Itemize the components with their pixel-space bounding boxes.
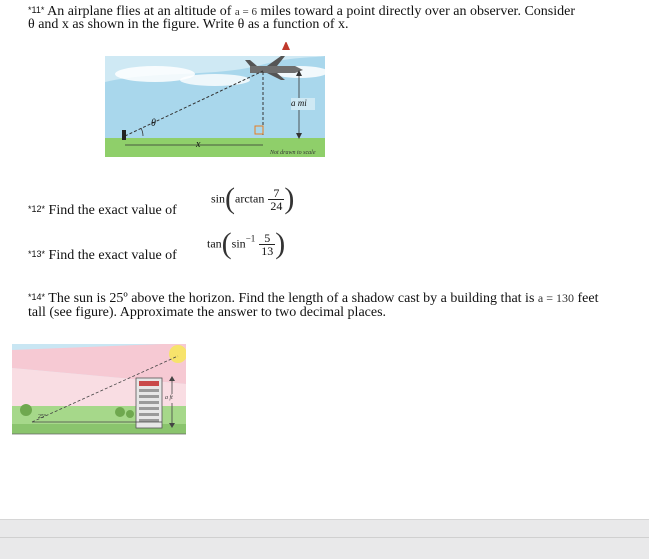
q13-text: Find the exact value of	[48, 248, 177, 263]
q14-number: 14	[31, 292, 42, 302]
height-label: a ft	[165, 395, 173, 401]
q12-inner-function: arctan	[235, 191, 265, 206]
q11-text-a: An airplane flies at an altitude of	[47, 4, 232, 19]
q12-outer-function: sin	[211, 191, 226, 206]
tree-icon	[20, 404, 32, 416]
q11-star: *	[28, 5, 32, 15]
q12-denominator: 24	[270, 198, 283, 213]
q13-line: *13* Find the exact value of	[28, 248, 177, 263]
q13-exponent: −1	[245, 233, 256, 244]
q13-number: 13	[31, 249, 42, 259]
footer-bar	[0, 519, 649, 559]
q12-fraction	[268, 187, 284, 212]
observer-icon	[122, 130, 126, 140]
q12-text: Find the exact value of	[48, 203, 177, 218]
q13-outer-function: tan	[207, 236, 222, 251]
q13-inner-function: sin	[231, 236, 246, 251]
theta-label: θ	[151, 118, 156, 129]
q11-number: 11	[31, 5, 41, 15]
q12-number: 12	[31, 204, 42, 214]
q14-line1: *14* The sun is 25º above the horizon. Find the length of a shadow cast by a building that is a = 130 feet	[28, 291, 599, 306]
q12-expression: sin(arctan $\frac{7}{24}$ )	[211, 182, 295, 215]
q14-line2: tall (see figure). Approximate the answer to two decimal places.	[28, 305, 387, 320]
q13-denominator: 13	[261, 243, 274, 258]
x-label: x	[196, 139, 201, 150]
q11-text-b: miles toward a point directly over an observer. Consider	[260, 4, 575, 19]
q11-line2: θ and x as shown in the figure. Write θ as a function of x.	[28, 17, 349, 32]
scale-note: Not drawn to scale	[270, 150, 316, 156]
building-icon	[136, 378, 162, 428]
q11-inline-equation: a = 6	[234, 6, 257, 18]
warning-icon	[282, 42, 290, 50]
q11-line1: *11* An airplane flies at an altitude of a = 6 miles toward a point directly over an observer. Consider	[28, 4, 575, 19]
q12-numerator: 7	[268, 187, 284, 200]
altitude-label: a mi	[291, 98, 307, 108]
q14-text-a: The sun is 25º above the horizon. Find the length of a shadow cast by a building that is	[48, 291, 535, 306]
q13-fraction	[259, 232, 275, 257]
q12-line: *12* Find the exact value of	[28, 203, 177, 218]
q14-inline-equation: a = 130	[537, 291, 574, 305]
q14-text-b: feet	[577, 291, 599, 306]
q13-expression: $\tan(\sin^{-1}$ $\frac{5}{13}$ )	[207, 227, 286, 260]
tree-icon	[115, 407, 125, 417]
building-figure	[12, 344, 186, 438]
angle-label: 25º	[38, 414, 46, 420]
footer-divider	[0, 537, 649, 538]
q13-numerator: 5	[259, 232, 275, 245]
tree-icon	[126, 410, 134, 418]
